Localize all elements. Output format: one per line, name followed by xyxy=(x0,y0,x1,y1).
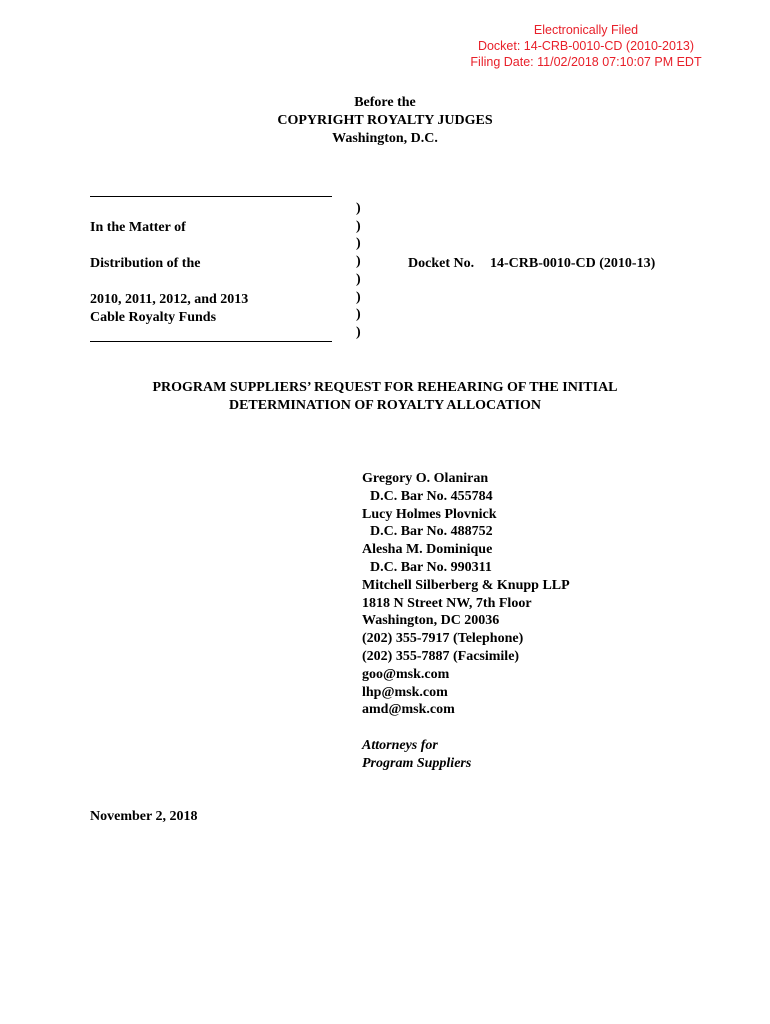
title-line-2: DETERMINATION OF ROYALTY ALLOCATION xyxy=(228,398,542,413)
firm-city: Washington, DC 20036 xyxy=(362,613,500,629)
paren: ) xyxy=(356,218,361,234)
counsel-block xyxy=(362,470,570,719)
counsel-name: Lucy Holmes Plovnick xyxy=(362,506,497,522)
matter-in-the-matter: In the Matter of xyxy=(90,220,186,235)
stamp-line-docket: Docket: 14-CRB-0010-CD (2010-2013) xyxy=(477,39,695,53)
document-title xyxy=(0,379,770,415)
attorneys-for-party: Program Suppliers xyxy=(362,756,472,771)
firm-telephone: (202) 355-7917 (Telephone) xyxy=(362,631,524,647)
counsel-email: amd@msk.com xyxy=(362,702,455,718)
matter-funds: Cable Royalty Funds xyxy=(90,310,217,325)
stamp-line-date: Filing Date: 11/02/2018 07:10:07 PM EDT xyxy=(470,55,702,69)
stamp-line-filed: Electronically Filed xyxy=(533,23,639,37)
paren: ) xyxy=(356,307,361,323)
attorneys-for-label: Attorneys for xyxy=(362,738,438,753)
counsel-bar-number: D.C. Bar No. 990311 xyxy=(370,559,492,575)
paren: ) xyxy=(356,289,361,305)
counsel-bar-number: D.C. Bar No. 455784 xyxy=(370,488,493,504)
paren: ) xyxy=(356,201,361,216)
caption-location: Washington, D.C. xyxy=(332,131,438,146)
firm-street: 1818 N Street NW, 7th Floor xyxy=(362,595,532,611)
filing-date: November 2, 2018 xyxy=(90,809,198,824)
caption-court: COPYRIGHT ROYALTY JUDGES xyxy=(277,113,493,128)
counsel-email: lhp@msk.com xyxy=(362,684,448,700)
paren: ) xyxy=(356,236,361,252)
filing-stamp xyxy=(426,22,746,70)
attorneys-for xyxy=(362,737,471,773)
court-caption xyxy=(0,94,770,148)
counsel-name: Alesha M. Dominique xyxy=(362,542,493,558)
matter-distribution: Distribution of the xyxy=(90,256,201,271)
caption-before: Before the xyxy=(354,95,416,110)
counsel-bar-number: D.C. Bar No. 488752 xyxy=(370,524,493,540)
paren: ) xyxy=(356,254,361,270)
paren: ) xyxy=(356,271,361,287)
counsel-name: Gregory O. Olaniran xyxy=(362,471,489,486)
firm-facsimile: (202) 355-7887 (Facsimile) xyxy=(362,648,520,664)
counsel-email: goo@msk.com xyxy=(362,666,450,682)
docket-label: Docket No. xyxy=(408,256,475,271)
firm-name: Mitchell Silberberg & Knupp LLP xyxy=(362,577,570,593)
caption-rule-top xyxy=(90,196,332,197)
caption-rule-bottom xyxy=(90,341,332,342)
caption-parentheses xyxy=(356,200,361,342)
title-line-1: PROGRAM SUPPLIERS’ REQUEST FOR REHEARING OF THE INITIAL xyxy=(152,380,618,395)
matter-years: 2010, 2011, 2012, and 2013 xyxy=(90,292,249,307)
docket-number: 14-CRB-0010-CD (2010-13) xyxy=(490,256,656,271)
paren: ) xyxy=(356,324,361,340)
